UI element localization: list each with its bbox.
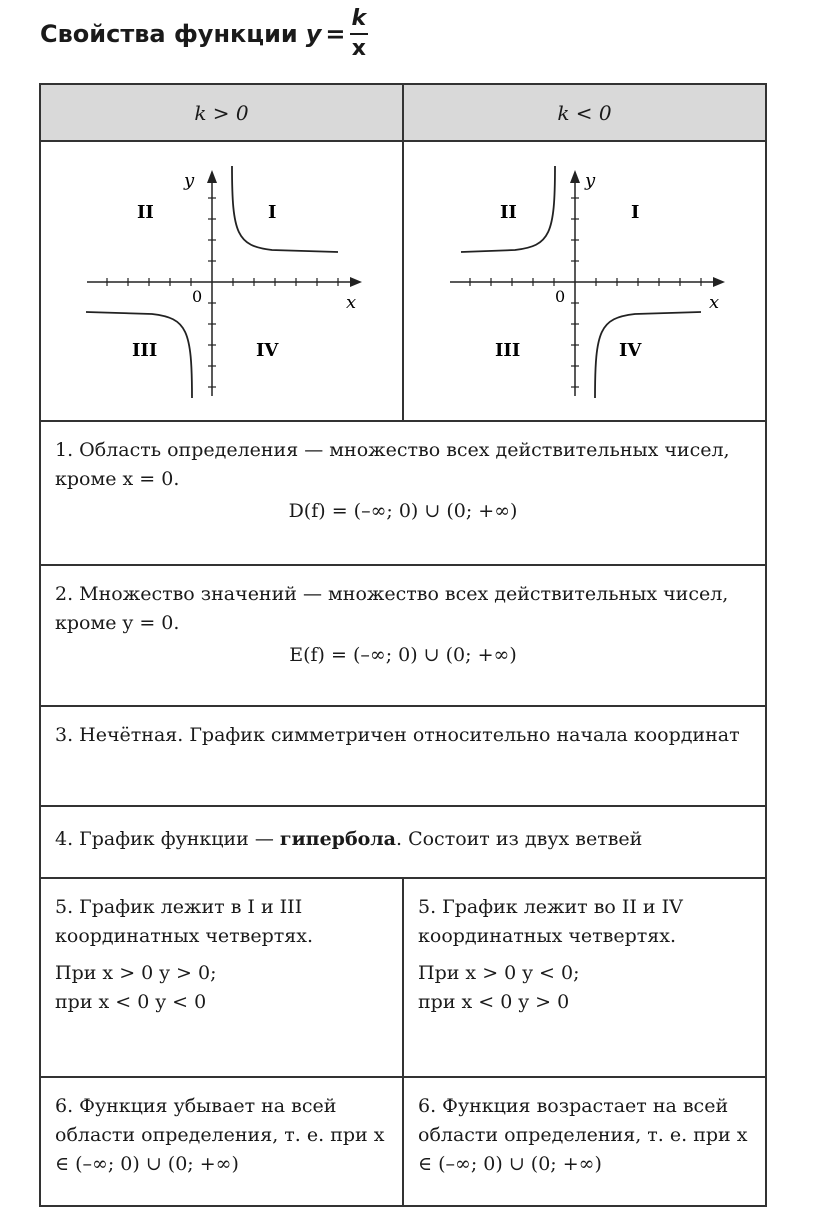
quadrant-two-label: II xyxy=(136,202,154,223)
quadrant-three-label: III xyxy=(131,340,157,361)
title-numerator: k xyxy=(350,8,369,35)
y-axis-arrow xyxy=(207,170,217,183)
quadrant-right-text: 5. График лежит во II и IV координатных четвертях. xyxy=(418,896,683,947)
sign-left xyxy=(41,959,402,1017)
range-row xyxy=(40,565,766,706)
odd-text: 3. Нечётная. График симметричен относительно начала координат xyxy=(55,724,740,746)
header-k-positive: k > 0 xyxy=(40,84,403,141)
header-k-negative: k < 0 xyxy=(403,84,766,141)
sign-right xyxy=(404,959,765,1017)
y-axis-arrow xyxy=(570,170,580,183)
quadrant-four-label: IV xyxy=(618,340,641,361)
quadrant-one-label: I xyxy=(267,202,276,223)
y-axis-label: y xyxy=(584,170,595,191)
title-text: Свойства функции xyxy=(40,20,298,48)
x-axis-arrow xyxy=(350,277,362,287)
mono-right-text: 6. Функция возрастает на всей области определения, т. е. при x ∈ (–∞; 0) ∪ (0; +∞) xyxy=(418,1095,748,1175)
x-axis-arrow xyxy=(713,277,725,287)
branch-quadrant-four xyxy=(595,312,701,398)
y-axis-label: y xyxy=(183,170,194,191)
graph-type-pre: 4. График функции — xyxy=(55,828,274,850)
title-equals: = xyxy=(325,20,346,48)
odd-row xyxy=(40,706,766,806)
quadrant-three-label: III xyxy=(494,340,520,361)
graph-type-bold: гипербола xyxy=(279,828,396,850)
origin-label: 0 xyxy=(554,287,565,306)
domain-row xyxy=(40,421,766,565)
mono-left-text: 6. Функция убывает на всей области определения, т. е. при x ∈ (–∞; 0) ∪ (0; +∞) xyxy=(55,1095,385,1175)
quadrant-two-label: II xyxy=(499,202,517,223)
range-text: 2. Множество значений — множество всех действительных чисел, кроме y = 0. xyxy=(55,583,729,634)
title-denominator: x xyxy=(351,36,366,61)
quadrant-row xyxy=(40,878,766,1077)
quadrant-four-label: IV xyxy=(255,340,278,361)
quadrant-one-label: I xyxy=(630,202,639,223)
page-title xyxy=(40,4,368,64)
hyperbola-k-positive-graph xyxy=(72,156,372,406)
sign-right-2: при x < 0 y > 0 xyxy=(418,991,570,1013)
range-formula: E(f) = (–∞; 0) ∪ (0; +∞) xyxy=(289,644,517,666)
branch-quadrant-one xyxy=(232,166,338,252)
hyperbola-k-negative-graph xyxy=(435,156,735,406)
graph-k-negative-cell xyxy=(403,141,766,421)
header-row xyxy=(40,84,766,141)
x-axis-label: x xyxy=(708,292,719,313)
graph-type-post: . Состоит из двух ветвей xyxy=(396,828,643,850)
graph-row xyxy=(40,141,766,421)
domain-formula: D(f) = (–∞; 0) ∪ (0; +∞) xyxy=(288,500,518,522)
graph-type-row xyxy=(40,806,766,878)
title-fraction xyxy=(350,8,369,60)
properties-table xyxy=(39,83,767,1207)
sign-left-2: при x < 0 y < 0 xyxy=(55,991,207,1013)
graph-type-text xyxy=(41,807,765,854)
sign-right-1: При x > 0 y < 0; xyxy=(418,962,580,984)
domain-text: 1. Область определения — множество всех действительных чисел, кроме x = 0. xyxy=(55,439,730,490)
monotonicity-row xyxy=(40,1077,766,1206)
quadrant-left-text: 5. График лежит в I и III координатных четвертях. xyxy=(55,896,313,947)
title-y: y xyxy=(305,20,322,48)
sign-left-1: При x > 0 y > 0; xyxy=(55,962,217,984)
graph-k-positive-cell xyxy=(40,141,403,421)
origin-label: 0 xyxy=(191,287,202,306)
x-axis-label: x xyxy=(345,292,356,313)
